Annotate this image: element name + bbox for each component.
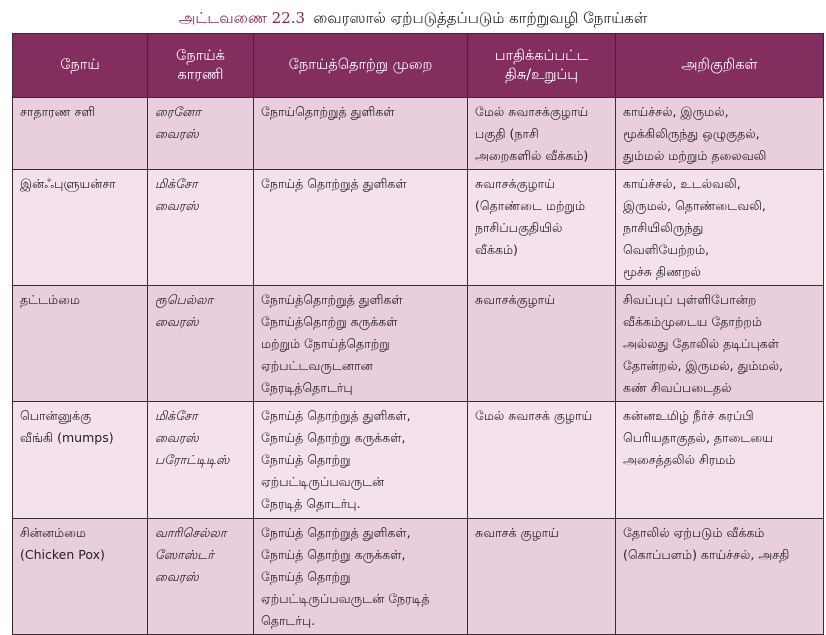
cause-cell: ரைனோ வைரஸ் <box>148 98 254 170</box>
header-symptoms: அறிகுறிகள் <box>616 34 824 98</box>
header-mode: நோய்த்தொற்று முறை <box>254 34 468 98</box>
disease-cell: பொன்னுக்கு வீங்கி (mumps) <box>13 402 148 519</box>
disease-cell: தட்டம்மை <box>13 286 148 402</box>
mode-cell: நோய்த் தொற்றுத் துளிகள், நோய்த் தொற்று கருக்கள், நோய்த் தொற்று ஏற்பட்டிருப்பவருடன் நேரடித் தொடர்பு. <box>254 402 468 519</box>
disease-table <box>12 33 824 635</box>
table-row <box>13 402 824 519</box>
symptoms-cell: சிவப்புப் புள்ளிபோன்ற வீக்கம்முடைய தோற்றம் அல்லது தோலில் தடிப்புகள் தோன்றல், இருமல், தும்மல், கண் சிவப்படைதல் <box>616 286 824 402</box>
header-cause: நோய்க் காரணி <box>148 34 254 98</box>
symptoms-cell: காய்ச்சல், இருமல், மூக்கிலிருந்து ஒழுகுதல், தும்மல் மற்றும் தலைவலி <box>616 98 824 170</box>
symptoms-cell: காய்ச்சல், உடல்வலி, இருமல், தொண்டைவலி, நாசியிலிருந்து வெளியேற்றம், மூச்சு திணறல் <box>616 170 824 286</box>
mode-cell: நோய்த்தொற்றுத் துளிகள் நோய்த்தொற்று கருக்கள் மற்றும் நோய்த்தொற்று ஏற்பட்டவருடனான நேரடித்தொடர்பு <box>254 286 468 402</box>
mode-cell: நோய்த் தொற்றுத் துளிகள், நோய்த் தொற்று கருக்கள், நோய்த் தொற்று ஏற்பட்டிருப்பவருடன் நேரடித் தொடர்பு. <box>254 519 468 635</box>
cause-cell: வாரிசெல்லா ஸோஸ்டர் வைரஸ் <box>148 519 254 635</box>
table-row <box>13 170 824 286</box>
disease-cell: இன்ஃபுளுயன்சா <box>13 170 148 286</box>
disease-cell: சின்னம்மை (Chicken Pox) <box>13 519 148 635</box>
symptoms-cell: கன்னஉமிழ் நீர்ச் சுரப்பி பெரியதாகுதல், தாடையை அசைத்தலில் சிரமம் <box>616 402 824 519</box>
cause-cell: ரூபெல்லா வைரஸ் <box>148 286 254 402</box>
table-row <box>13 98 824 170</box>
mode-cell: நோய்தொற்றுத் துளிகள் <box>254 98 468 170</box>
header-tissue: பாதிக்கப்பட்ட திசு/உறுப்பு <box>468 34 616 98</box>
tissue-cell: மேல் சுவாசக் குழாய் <box>468 402 616 519</box>
table-number: அட்டவணை 22.3 <box>178 9 306 27</box>
symptoms-cell: தோலில் ஏற்படும் வீக்கம் (கொப்பளம்) காய்ச்சல், அசதி <box>616 519 824 635</box>
cause-cell: மிக்சோ வைரஸ் பரோட்டிடிஸ் <box>148 402 254 519</box>
table-caption <box>0 8 826 28</box>
header-disease: நோய் <box>13 34 148 98</box>
cause-cell: மிக்சோ வைரஸ் <box>148 170 254 286</box>
tissue-cell: சுவாசக்குழாய் <box>468 286 616 402</box>
tissue-cell: சுவாசக்குழாய் (தொண்டை மற்றும் நாசிப்பகுதியில் வீக்கம்) <box>468 170 616 286</box>
table-row <box>13 519 824 635</box>
tissue-cell: சுவாசக் குழாய் <box>468 519 616 635</box>
table-row <box>13 286 824 402</box>
disease-cell: சாதாரண சளி <box>13 98 148 170</box>
table-title: வைரஸால் ஏற்படுத்தப்படும் காற்றுவழி நோய்கள் <box>313 9 648 27</box>
tissue-cell: மேல் சுவாசக்குழாய் பகுதி (நாசி அறைகளில் வீக்கம்) <box>468 98 616 170</box>
header-row <box>13 34 824 98</box>
mode-cell: நோய்த் தொற்றுத் துளிகள் <box>254 170 468 286</box>
